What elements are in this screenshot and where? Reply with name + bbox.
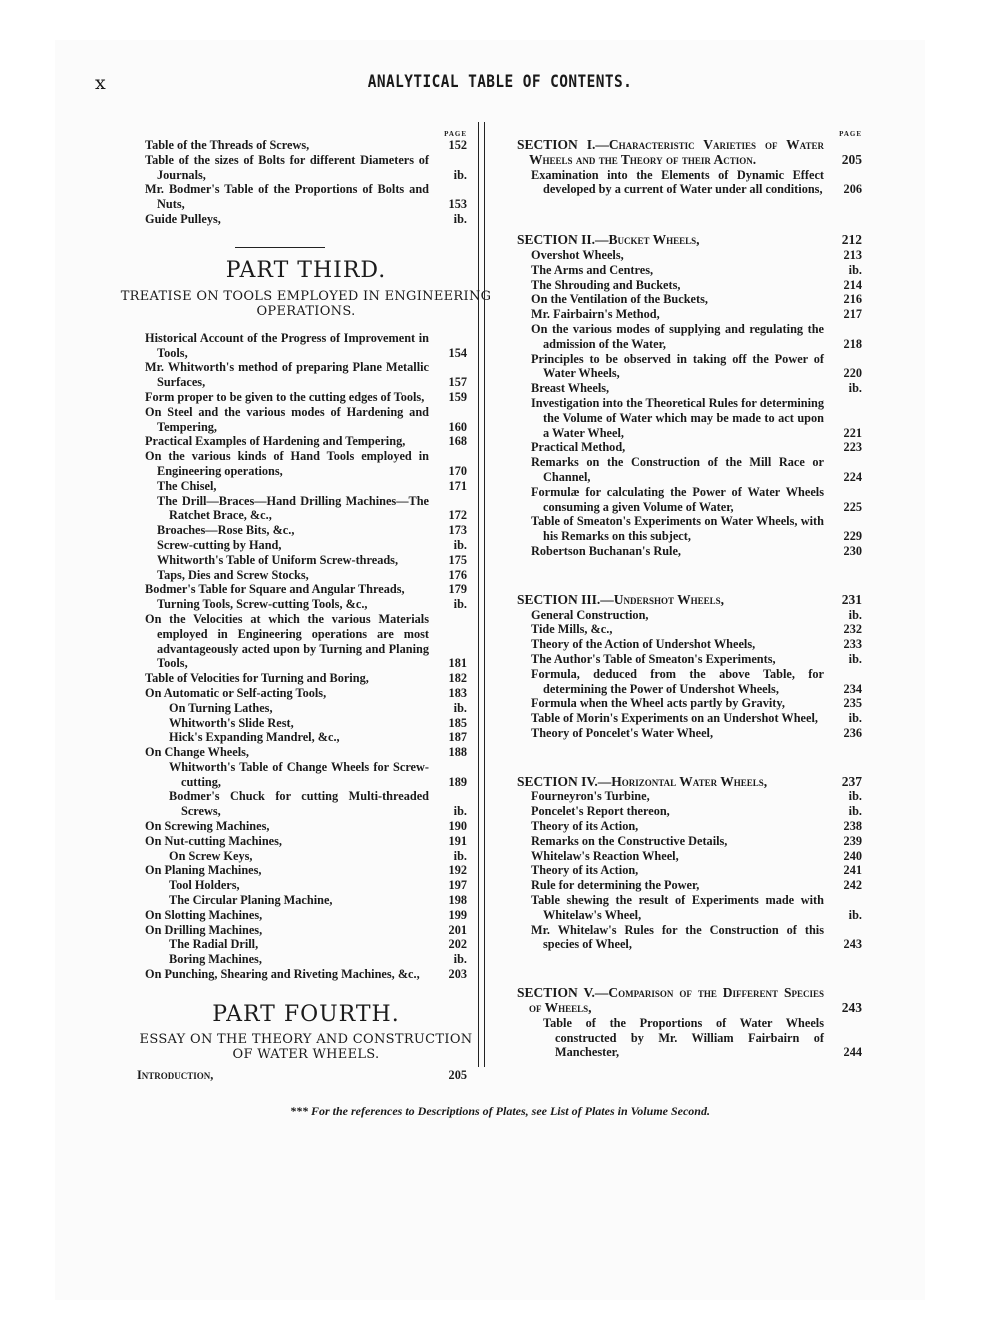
toc-entry-page: 232 — [843, 622, 862, 637]
toc-entry — [145, 538, 467, 553]
toc-entry-page: ib. — [848, 789, 862, 804]
toc-entry — [531, 863, 862, 878]
toc-entry-page: 205 — [448, 1067, 467, 1082]
toc-entry — [145, 671, 467, 686]
toc-entry — [531, 849, 862, 864]
toc-entry-page: 221 — [843, 425, 862, 440]
toc-entry-text: Table of Velocities for Turning and Boring, — [145, 671, 369, 686]
section-page: 231 — [841, 591, 862, 607]
toc-entry-text: On Screw Keys, — [169, 848, 253, 863]
toc-entry-text: Remarks on the Constructive Details, — [531, 833, 728, 848]
toc-entry-page: 201 — [448, 922, 467, 937]
footnote: *** For the references to Descriptions of Plates, see List of Plates in Volume Second. — [290, 1104, 710, 1118]
toc-entry-text: Introduction, — [137, 1067, 214, 1082]
toc-entry-text: On Planing Machines, — [145, 863, 262, 878]
toc-entry — [531, 711, 862, 726]
toc-entry — [531, 923, 862, 953]
toc-entry — [531, 352, 862, 382]
toc-entry — [531, 878, 862, 893]
toc-entry-page: ib. — [453, 537, 467, 552]
toc-entry-page: 230 — [843, 543, 862, 558]
toc-entry — [145, 923, 467, 938]
part-fourth-entries — [137, 1068, 467, 1083]
toc-entry-page: 172 — [448, 508, 467, 523]
toc-entry — [531, 292, 862, 307]
toc-entry — [531, 544, 862, 559]
right-column — [517, 130, 862, 1060]
toc-entry-text: Theory of the Action of Undershot Wheels, — [531, 637, 756, 652]
toc-entry-page: 187 — [448, 730, 467, 745]
part-third-subtitle: TREATISE ON TOOLS EMPLOYED IN ENGINEERING OPERATIONS. — [120, 288, 492, 319]
toc-entry-text: Screw-cutting by Hand, — [157, 537, 282, 552]
section-heading — [517, 233, 862, 248]
toc-entry-text: Tool Holders, — [169, 878, 240, 893]
toc-entry — [531, 278, 862, 293]
toc-entry-page: 203 — [448, 967, 467, 982]
toc-entry-text: On the various modes of supplying and regulating the admission of the Water, — [531, 321, 824, 351]
toc-entry — [145, 390, 467, 405]
toc-entry — [531, 819, 862, 834]
toc-entry — [145, 760, 467, 790]
toc-entry — [531, 1016, 862, 1060]
toc-entry-text: General Construction, — [531, 607, 649, 622]
toc-entry-page: 225 — [843, 499, 862, 514]
toc-entry-page: ib. — [848, 262, 862, 277]
toc-entry — [145, 789, 467, 819]
toc-entry — [145, 449, 467, 479]
toc-entry — [145, 434, 467, 449]
toc-entry — [531, 440, 862, 455]
toc-entry-page: ib. — [453, 848, 467, 863]
toc-entry-page: 171 — [448, 478, 467, 493]
toc-entry — [145, 878, 467, 893]
divider-rule — [235, 247, 325, 248]
section-page: 243 — [841, 1000, 862, 1016]
toc-entry-text: The Author's Table of Smeaton's Experiments, — [531, 651, 776, 666]
toc-entry-text: Hick's Expanding Mandrel, &c., — [169, 730, 340, 745]
toc-entry-page: 218 — [843, 336, 862, 351]
toc-entry-text: Practical Method, — [531, 440, 626, 455]
toc-entry — [531, 168, 862, 198]
column-divider — [478, 122, 485, 1067]
section-page: 237 — [841, 773, 862, 789]
toc-entry — [531, 893, 862, 923]
toc-entry — [145, 553, 467, 568]
toc-entry-text: Boring Machines, — [169, 952, 262, 967]
toc-entry — [531, 263, 862, 278]
toc-entry-text: Table of the sizes of Bolts for different Diameters of Journals, — [145, 152, 429, 182]
section-heading — [517, 986, 862, 1016]
toc-entry — [145, 360, 467, 390]
toc-entry-page: ib. — [848, 651, 862, 666]
toc-entry-page: 214 — [843, 277, 862, 292]
section-title: SECTION I.—Characteristic Varieties of Water Wheels and the Theory of their Action. — [517, 137, 824, 167]
toc-entry — [145, 612, 467, 671]
left-column — [120, 130, 492, 1083]
toc-entry-text: Theory of its Action, — [531, 863, 639, 878]
toc-entry-text: Rule for determining the Power, — [531, 878, 700, 893]
toc-entry — [531, 622, 862, 637]
toc-entry-text: The Radial Drill, — [169, 937, 259, 952]
toc-entry-page: 190 — [448, 819, 467, 834]
toc-entry — [145, 494, 467, 524]
toc-entry-text: Turning Tools, Screw-cutting Tools, &c., — [157, 597, 368, 612]
toc-entry-page: 202 — [448, 937, 467, 952]
toc-entry — [531, 455, 862, 485]
toc-entry-page: 243 — [843, 937, 862, 952]
toc-entry — [145, 405, 467, 435]
section-page: 205 — [841, 151, 862, 167]
toc-entry-page: 235 — [843, 696, 862, 711]
toc-entry — [145, 212, 467, 227]
toc-entry-text: Table of the Threads of Screws, — [145, 138, 310, 152]
section-group — [517, 233, 862, 559]
toc-entry — [145, 716, 467, 731]
toc-entry-page: 198 — [448, 893, 467, 908]
toc-entry — [531, 322, 862, 352]
toc-entry-page: 168 — [448, 434, 467, 449]
page-title: ANALYTICAL TABLE OF CONTENTS. — [367, 72, 633, 92]
toc-entry-text: Mr. Whitworth's method of preparing Plane Metallic Surfaces, — [145, 360, 429, 390]
toc-entry — [145, 331, 467, 361]
toc-entry — [145, 701, 467, 716]
toc-entry-text: Whitworth's Table of Uniform Screw-threads, — [157, 552, 399, 567]
toc-entry-page: 159 — [448, 389, 467, 404]
toc-entry-page: 244 — [843, 1045, 862, 1060]
toc-entry-page: 191 — [448, 833, 467, 848]
toc-entry-page: 173 — [448, 523, 467, 538]
toc-entry — [145, 745, 467, 760]
toc-entry — [145, 937, 467, 952]
section-group — [517, 593, 862, 741]
toc-entry-text: Taps, Dies and Screw Stocks, — [157, 567, 309, 582]
toc-entry — [145, 967, 467, 982]
toc-entry-text: Theory of its Action, — [531, 819, 639, 834]
toc-entry — [531, 381, 862, 396]
toc-entry-text: Guide Pulleys, — [145, 211, 221, 226]
toc-entry-text: On Nut-cutting Machines, — [145, 833, 282, 848]
toc-entry-page: 188 — [448, 745, 467, 760]
toc-entry-text: On the Velocities at which the various Materials employed in Engineering operations are most advantageously acted upon by Turning and Planing Tools, — [145, 611, 429, 671]
toc-entry-page: 157 — [448, 375, 467, 390]
toc-entry-page: 234 — [843, 681, 862, 696]
sections-list — [517, 138, 862, 1060]
toc-entry — [531, 834, 862, 849]
toc-entry-page: 229 — [843, 529, 862, 544]
toc-entry-page: ib. — [848, 907, 862, 922]
toc-entry — [145, 952, 467, 967]
toc-entry-page: 179 — [448, 582, 467, 597]
toc-entry-page: 154 — [448, 345, 467, 360]
page-column-label: PAGE — [839, 130, 862, 138]
toc-entry-text: Robertson Buchanan's Rule, — [531, 543, 681, 558]
toc-entry-text: Table shewing the result of Experiments made with Whitelaw's Wheel, — [531, 893, 824, 922]
toc-entry-page: ib. — [453, 597, 467, 612]
toc-entry-page: 216 — [843, 292, 862, 307]
toc-entry-text: On Steel and the various modes of Hardening and Tempering, — [145, 404, 429, 434]
toc-entry-text: Tide Mills, &c., — [531, 622, 613, 637]
part-fourth-subtitle: ESSAY ON THE THEORY AND CONSTRUCTION OF WATER WHEELS. — [139, 1031, 473, 1062]
toc-entry-text: Poncelet's Report thereon, — [531, 804, 670, 819]
toc-entry-page: ib. — [848, 804, 862, 819]
toc-entry-text: Table of Smeaton's Experiments on Water Wheels, with his Remarks on this subject, — [531, 514, 824, 544]
toc-entry-page: 192 — [448, 863, 467, 878]
toc-entry-page: ib. — [848, 381, 862, 396]
toc-entry-text: Whitworth's Table of Change Wheels for Screw-cutting, — [169, 759, 429, 789]
toc-entry-page: 197 — [448, 878, 467, 893]
toc-entry — [531, 608, 862, 623]
toc-entry-page: 189 — [448, 774, 467, 789]
toc-entry — [531, 248, 862, 263]
toc-entry — [531, 307, 862, 322]
section-title: SECTION II.—Bucket Wheels, — [517, 232, 700, 248]
toc-entry-page: 152 — [448, 138, 467, 152]
toc-entry-text: On Automatic or Self-acting Tools, — [145, 685, 327, 700]
toc-entry — [145, 153, 467, 183]
toc-entry-text: The Chisel, — [157, 478, 217, 493]
part-third-title: PART THIRD. — [225, 257, 387, 283]
toc-entry-page: 223 — [843, 440, 862, 455]
section-group — [517, 775, 862, 953]
toc-list-continued — [145, 138, 467, 227]
toc-entry — [145, 182, 467, 212]
toc-entry — [145, 730, 467, 745]
section-heading — [517, 775, 862, 790]
toc-entry-text: Bodmer's Table for Square and Angular Threads, — [145, 582, 405, 597]
toc-entry-text: The Circular Planing Machine, — [169, 893, 333, 908]
toc-entry-text: The Shrouding and Buckets, — [531, 277, 681, 292]
toc-entry — [145, 819, 467, 834]
toc-entry — [531, 804, 862, 819]
toc-entry-page: 170 — [448, 463, 467, 478]
toc-entry-page: ib. — [453, 700, 467, 715]
page-number: x — [95, 72, 106, 94]
toc-entry-page: 213 — [843, 247, 862, 262]
section-heading — [517, 593, 862, 608]
toc-entry — [145, 834, 467, 849]
toc-entry-text: Overshot Wheels, — [531, 247, 624, 262]
toc-entry — [145, 138, 467, 153]
toc-entry-text: On Slotting Machines, — [145, 907, 263, 922]
toc-entry-page: 175 — [448, 552, 467, 567]
toc-entry-text: Whitworth's Slide Rest, — [169, 715, 294, 730]
toc-entry-text: The Arms and Centres, — [531, 262, 654, 277]
toc-entry-page: 160 — [448, 419, 467, 434]
toc-entry-page: 241 — [843, 863, 862, 878]
section-group — [517, 986, 862, 1060]
section-heading — [517, 138, 862, 168]
toc-entry-text: Examination into the Elements of Dynamic Effect developed by a current of Water under all conditions, — [531, 167, 824, 197]
toc-entry — [531, 789, 862, 804]
toc-entry-page: 236 — [843, 725, 862, 740]
toc-entry — [531, 652, 862, 667]
toc-entry-text: Bodmer's Chuck for cutting Multi-threaded Screws, — [169, 789, 429, 819]
toc-entry-text: On Drilling Machines, — [145, 922, 263, 937]
toc-entry-text: The Drill—Braces—Hand Drilling Machines—The Ratchet Brace, &c., — [157, 493, 429, 523]
toc-entry-text: Mr. Whitelaw's Rules for the Construction of this species of Wheel, — [531, 922, 824, 952]
toc-entry — [145, 893, 467, 908]
toc-entry-page: 181 — [448, 656, 467, 671]
toc-entry-page: ib. — [848, 711, 862, 726]
toc-entry-page: 233 — [843, 637, 862, 652]
toc-entry-text: Table of the Proportions of Water Wheels constructed by Mr. William Fairbairn of Manchester, — [543, 1015, 824, 1060]
toc-entry-page: 242 — [843, 878, 862, 893]
toc-entry — [531, 485, 862, 515]
toc-entry-page: 176 — [448, 567, 467, 582]
toc-entry-text: Principles to be observed in taking off the Power of Water Wheels, — [531, 351, 824, 381]
toc-entry — [145, 597, 467, 612]
toc-entry — [531, 637, 862, 652]
toc-entry-text: Fourneyron's Turbine, — [531, 789, 650, 804]
toc-entry-page: ib. — [453, 167, 467, 182]
toc-entry-page: 206 — [843, 182, 862, 197]
page-column-label: PAGE — [444, 130, 467, 138]
toc-entry-text: Table of Morin's Experiments on an Undershot Wheel, — [531, 711, 818, 726]
toc-entry-text: Form proper to be given to the cutting edges of Tools, — [145, 389, 425, 404]
toc-entry-text: Historical Account of the Progress of Improvement in Tools, — [145, 330, 429, 360]
toc-entry-text: Mr. Fairbairn's Method, — [531, 307, 660, 322]
toc-entry-text: Formula, deduced from the above Table, for determining the Power of Undershot Wheels, — [531, 666, 824, 696]
toc-entry-page: ib. — [453, 952, 467, 967]
toc-entry — [137, 1068, 467, 1083]
toc-entry-text: Whitelaw's Reaction Wheel, — [531, 848, 679, 863]
toc-entry-page: 153 — [448, 197, 467, 212]
toc-entry-page: 199 — [448, 907, 467, 922]
toc-entry — [145, 582, 467, 597]
toc-entry-text: Practical Examples of Hardening and Tempering, — [145, 434, 406, 449]
toc-entry-text: Investigation into the Theoretical Rules for determining the Volume of Water which may be made to act upon a Water Wheel, — [531, 395, 824, 440]
toc-entry-text: Mr. Bodmer's Table of the Proportions of Bolts and Nuts, — [145, 182, 429, 212]
toc-entry — [145, 863, 467, 878]
section-page: 212 — [841, 232, 862, 248]
toc-entry-text: Formulæ for calculating the Power of Water Wheels consuming a given Volume of Water, — [531, 484, 824, 514]
toc-entry-text: On Turning Lathes, — [169, 700, 273, 715]
toc-entry-page: 238 — [843, 819, 862, 834]
toc-entry-page: 182 — [448, 671, 467, 686]
toc-entry-page: 240 — [843, 848, 862, 863]
toc-entry-page: ib. — [453, 211, 467, 226]
toc-entry-text: Formula when the Wheel acts partly by Gravity, — [531, 696, 785, 711]
section-title: SECTION IV.—Horizontal Water Wheels, — [517, 773, 768, 789]
toc-entry — [531, 514, 862, 544]
toc-entry-page: 224 — [843, 469, 862, 484]
toc-entry-page: ib. — [848, 607, 862, 622]
part-fourth-title: PART FOURTH. — [212, 1001, 400, 1027]
toc-entry — [145, 849, 467, 864]
toc-entry — [531, 667, 862, 697]
toc-entry-page: 183 — [448, 685, 467, 700]
section-title: SECTION III.—Undershot Wheels, — [517, 591, 725, 607]
toc-entry — [145, 568, 467, 583]
toc-entry — [531, 726, 862, 741]
toc-entry — [145, 479, 467, 494]
toc-entry-text: On the Ventilation of the Buckets, — [531, 292, 708, 307]
part-third-entries — [145, 331, 467, 982]
toc-entry-text: On Change Wheels, — [145, 745, 249, 760]
toc-entry-text: Remarks on the Construction of the Mill Race or Channel, — [531, 455, 824, 484]
toc-entry-text: On the various kinds of Hand Tools employed in Engineering operations, — [145, 449, 429, 478]
toc-entry-page: 185 — [448, 715, 467, 730]
toc-entry-text: On Punching, Shearing and Riveting Machines, &c., — [145, 967, 420, 982]
toc-entry-text: Theory of Poncelet's Water Wheel, — [531, 725, 714, 740]
toc-entry-text: Broaches—Rose Bits, &c., — [157, 523, 295, 538]
toc-entry-page: 220 — [843, 366, 862, 381]
toc-entry-text: On Screwing Machines, — [145, 819, 270, 834]
toc-entry-page: 239 — [843, 833, 862, 848]
toc-entry — [145, 908, 467, 923]
toc-entry — [531, 696, 862, 711]
section-group — [517, 138, 862, 197]
toc-entry — [145, 523, 467, 538]
toc-entry-page: ib. — [453, 804, 467, 819]
toc-entry — [531, 396, 862, 440]
section-title: SECTION V.—Comparison of the Different Species of Wheels, — [517, 985, 824, 1016]
toc-entry-page: 217 — [843, 307, 862, 322]
toc-entry — [145, 686, 467, 701]
toc-entry-text: Breast Wheels, — [531, 381, 610, 396]
